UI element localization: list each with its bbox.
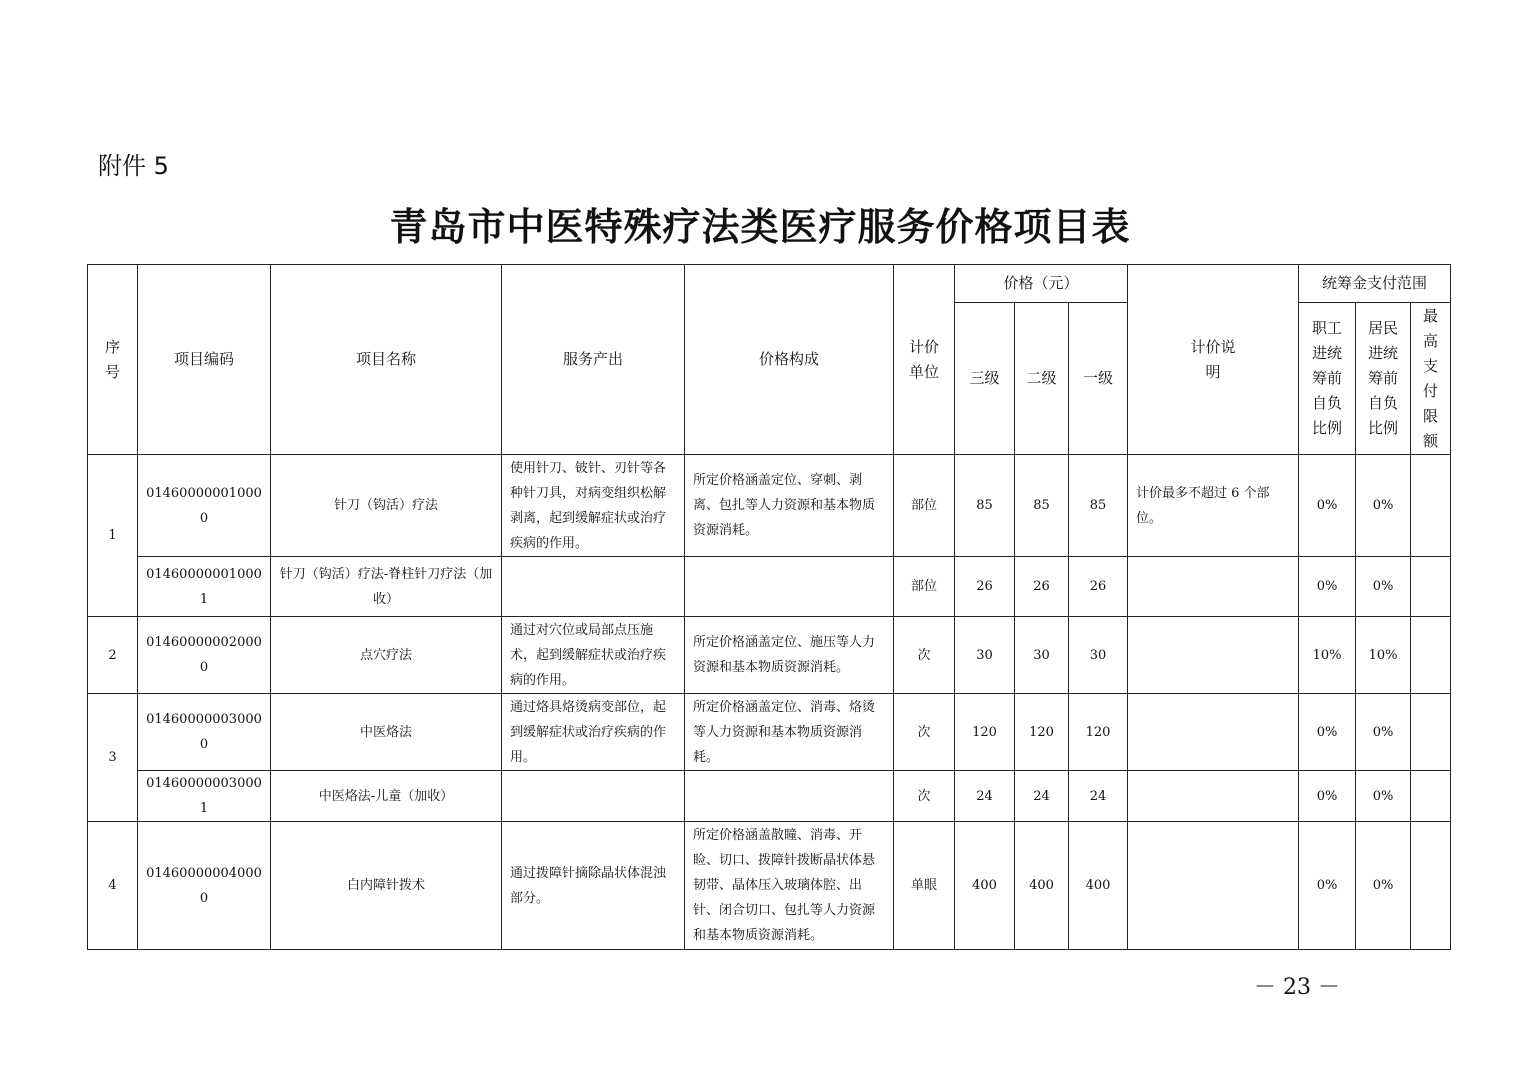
attachment-label: 附件 5 [98, 152, 169, 180]
row-max-pay [1411, 455, 1451, 557]
row-composition [685, 771, 894, 822]
header-row-1 [88, 265, 1451, 303]
row-code: 014600000030001 [138, 771, 271, 822]
row-seq: 3 [88, 694, 138, 822]
row-name: 中医烙法 [271, 694, 502, 771]
row-unit: 部位 [894, 557, 955, 617]
row-price-level2: 30 [1015, 617, 1069, 694]
header-max-pay: 最高支付限额 [1411, 303, 1451, 455]
row-price-level1: 400 [1069, 822, 1128, 950]
row-composition: 所定价格涵盖定位、施压等人力资源和基本物质资源消耗。 [685, 617, 894, 694]
row-composition: 所定价格涵盖散瞳、消毒、开睑、切口、拨障针拨断晶状体悬韧带、晶体压入玻璃体腔、出针、闭合切口、包扎等人力资源和基本物质资源消耗。 [685, 822, 894, 950]
row-unit: 部位 [894, 455, 955, 557]
table-row [88, 694, 1451, 771]
table-row [88, 455, 1451, 557]
row-composition: 所定价格涵盖定位、穿刺、剥离、包扎等人力资源和基本物质资源消耗。 [685, 455, 894, 557]
row-price-level1: 26 [1069, 557, 1128, 617]
row-price-level3: 30 [955, 617, 1015, 694]
row-resident-ratio: 10% [1356, 617, 1411, 694]
header-seq: 序号 [88, 265, 138, 455]
row-max-pay [1411, 822, 1451, 950]
row-output: 通过拨障针摘除晶状体混浊部分。 [502, 822, 685, 950]
row-resident-ratio: 0% [1356, 694, 1411, 771]
row-price-level1: 30 [1069, 617, 1128, 694]
row-max-pay [1411, 694, 1451, 771]
row-name: 白内障针拨术 [271, 822, 502, 950]
row-max-pay [1411, 617, 1451, 694]
row-unit: 次 [894, 617, 955, 694]
row-seq: 2 [88, 617, 138, 694]
row-name: 点穴疗法 [271, 617, 502, 694]
header-employee-ratio: 职工进统筹前自负比例 [1299, 303, 1356, 455]
row-price-level2: 24 [1015, 771, 1069, 822]
table-row [88, 822, 1451, 950]
row-output [502, 557, 685, 617]
row-price-level2: 26 [1015, 557, 1069, 617]
row-unit: 次 [894, 771, 955, 822]
page-number: － 23 － [1254, 975, 1340, 1000]
row-explain [1128, 557, 1299, 617]
header-resident-ratio: 居民进统筹前自负比例 [1356, 303, 1411, 455]
header-code: 项目编码 [138, 265, 271, 455]
row-unit: 次 [894, 694, 955, 771]
row-employee-ratio: 0% [1299, 455, 1356, 557]
row-price-level3: 120 [955, 694, 1015, 771]
row-output: 使用针刀、铍针、刃针等各种针刀具，对病变组织松解剥离，起到缓解症状或治疗疾病的作用。 [502, 455, 685, 557]
row-price-level1: 120 [1069, 694, 1128, 771]
row-code: 014600000030000 [138, 694, 271, 771]
row-employee-ratio: 0% [1299, 694, 1356, 771]
row-seq: 1 [88, 455, 138, 617]
row-price-level3: 26 [955, 557, 1015, 617]
table-row [88, 771, 1451, 822]
row-code: 014600000010000 [138, 455, 271, 557]
row-price-level2: 85 [1015, 455, 1069, 557]
row-resident-ratio: 0% [1356, 455, 1411, 557]
row-output: 通过烙具烙烫病变部位，起到缓解症状或治疗疾病的作用。 [502, 694, 685, 771]
price-table [87, 264, 1451, 950]
table-row [88, 557, 1451, 617]
row-output: 通过对穴位或局部点压施术，起到缓解症状或治疗疾病的作用。 [502, 617, 685, 694]
row-price-level1: 85 [1069, 455, 1128, 557]
header-unit: 计价单位 [894, 265, 955, 455]
row-output [502, 771, 685, 822]
row-employee-ratio: 0% [1299, 557, 1356, 617]
row-unit: 单眼 [894, 822, 955, 950]
row-price-level2: 120 [1015, 694, 1069, 771]
row-name: 针刀（钩活）疗法 [271, 455, 502, 557]
header-fund-group: 统筹金支付范围 [1299, 265, 1451, 303]
row-explain [1128, 771, 1299, 822]
row-employee-ratio: 0% [1299, 771, 1356, 822]
row-explain [1128, 694, 1299, 771]
row-explain: 计价最多不超过 6 个部位。 [1128, 455, 1299, 557]
table-row [88, 617, 1451, 694]
row-resident-ratio: 0% [1356, 557, 1411, 617]
row-composition [685, 557, 894, 617]
header-level3: 三级 [955, 303, 1015, 455]
row-seq: 4 [88, 822, 138, 950]
row-max-pay [1411, 557, 1451, 617]
row-resident-ratio: 0% [1356, 771, 1411, 822]
row-code: 014600000040000 [138, 822, 271, 950]
row-code: 014600000010001 [138, 557, 271, 617]
row-price-level3: 400 [955, 822, 1015, 950]
header-name: 项目名称 [271, 265, 502, 455]
row-price-level3: 24 [955, 771, 1015, 822]
row-price-level3: 85 [955, 455, 1015, 557]
row-price-level2: 400 [1015, 822, 1069, 950]
header-output: 服务产出 [502, 265, 685, 455]
row-max-pay [1411, 771, 1451, 822]
header-price-group: 价格（元） [955, 265, 1128, 303]
row-code: 014600000020000 [138, 617, 271, 694]
row-price-level1: 24 [1069, 771, 1128, 822]
header-level1: 一级 [1069, 303, 1128, 455]
row-resident-ratio: 0% [1356, 822, 1411, 950]
row-employee-ratio: 10% [1299, 617, 1356, 694]
header-composition: 价格构成 [685, 265, 894, 455]
row-explain [1128, 822, 1299, 950]
header-level2: 二级 [1015, 303, 1069, 455]
row-employee-ratio: 0% [1299, 822, 1356, 950]
row-name: 针刀（钩活）疗法-脊柱针刀疗法（加收） [271, 557, 502, 617]
header-explain: 计价说明 [1128, 265, 1299, 455]
row-name: 中医烙法-儿童（加收） [271, 771, 502, 822]
row-composition: 所定价格涵盖定位、消毒、烙烫等人力资源和基本物质资源消耗。 [685, 694, 894, 771]
row-explain [1128, 617, 1299, 694]
document-title: 青岛市中医特殊疗法类医疗服务价格项目表 [389, 204, 1131, 249]
